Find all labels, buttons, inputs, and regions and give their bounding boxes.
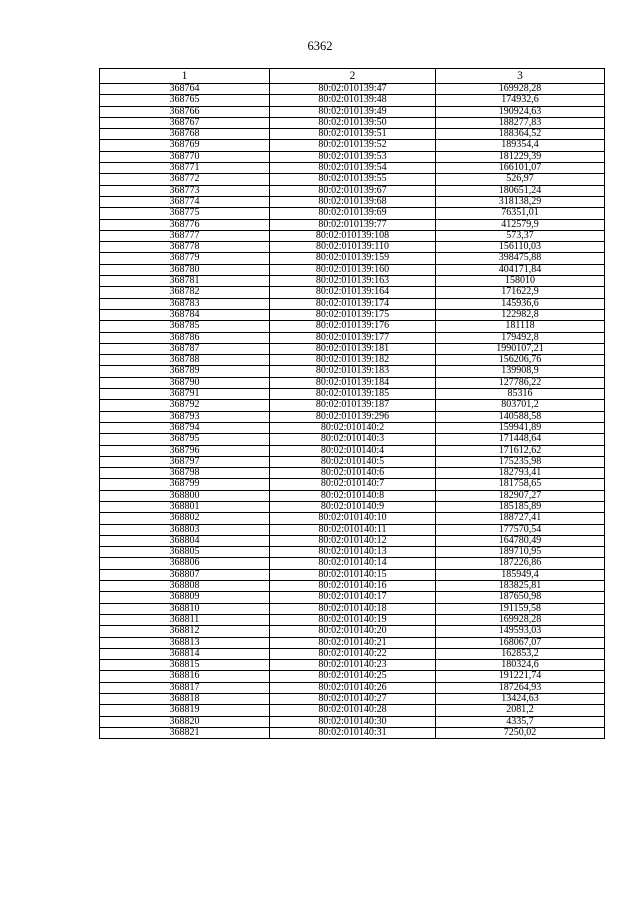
value-cell: 191221,74: [436, 671, 605, 682]
cadastral-number-cell: 80:02:010140:23: [270, 660, 436, 671]
value-cell: 156110,03: [436, 242, 605, 253]
value-cell: 191159,58: [436, 603, 605, 614]
table-row: [100, 343, 605, 354]
row-number-cell: 368764: [100, 84, 270, 95]
cadastral-number-cell: 80:02:010139:54: [270, 163, 436, 174]
value-cell: 803701,2: [436, 400, 605, 411]
column-header-2: 2: [270, 69, 436, 84]
row-number-cell: 368815: [100, 660, 270, 671]
value-cell: 162853,2: [436, 648, 605, 659]
value-cell: 526,97: [436, 174, 605, 185]
row-number-cell: 368806: [100, 558, 270, 569]
row-number-cell: 368809: [100, 592, 270, 603]
table-row: [100, 445, 605, 456]
value-cell: 1990107,21: [436, 343, 605, 354]
row-number-cell: 368811: [100, 614, 270, 625]
value-cell: 188277,83: [436, 117, 605, 128]
cadastral-number-cell: 80:02:010140:13: [270, 547, 436, 558]
table-row: [100, 174, 605, 185]
cadastral-number-cell: 80:02:010139:50: [270, 117, 436, 128]
cadastral-number-cell: 80:02:010140:27: [270, 694, 436, 705]
table-row: [100, 524, 605, 535]
value-cell: 182907,27: [436, 490, 605, 501]
table-row: [100, 95, 605, 106]
table-row: [100, 309, 605, 320]
cadastral-number-cell: 80:02:010139:163: [270, 276, 436, 287]
cadastral-number-cell: 80:02:010139:55: [270, 174, 436, 185]
table-row: [100, 694, 605, 705]
value-cell: 169928,28: [436, 614, 605, 625]
row-number-cell: 368800: [100, 490, 270, 501]
value-cell: 189710,95: [436, 547, 605, 558]
row-number-cell: 368804: [100, 535, 270, 546]
value-cell: 174932,6: [436, 95, 605, 106]
value-cell: 185949,4: [436, 569, 605, 580]
table-row: [100, 185, 605, 196]
table-row: [100, 716, 605, 727]
cadastral-number-cell: 80:02:010140:22: [270, 648, 436, 659]
row-number-cell: 368817: [100, 682, 270, 693]
table-row: [100, 648, 605, 659]
table-row: [100, 242, 605, 253]
cadastral-number-cell: 80:02:010139:68: [270, 196, 436, 207]
cadastral-number-cell: 80:02:010139:185: [270, 389, 436, 400]
table-row: [100, 535, 605, 546]
cadastral-number-cell: 80:02:010140:7: [270, 479, 436, 490]
value-cell: 182793,41: [436, 468, 605, 479]
value-cell: 122982,8: [436, 309, 605, 320]
value-cell: 156206,76: [436, 355, 605, 366]
row-number-cell: 368796: [100, 445, 270, 456]
value-cell: 158010: [436, 276, 605, 287]
cadastral-number-cell: 80:02:010140:14: [270, 558, 436, 569]
row-number-cell: 368783: [100, 298, 270, 309]
table-row: [100, 219, 605, 230]
value-cell: 166101,07: [436, 163, 605, 174]
column-header-3: 3: [436, 69, 605, 84]
row-number-cell: 368772: [100, 174, 270, 185]
value-cell: 145936,6: [436, 298, 605, 309]
row-number-cell: 368789: [100, 366, 270, 377]
cadastral-number-cell: 80:02:010139:181: [270, 343, 436, 354]
value-cell: 188364,52: [436, 129, 605, 140]
cadastral-number-cell: 80:02:010140:15: [270, 569, 436, 580]
row-number-cell: 368785: [100, 321, 270, 332]
table-row: [100, 682, 605, 693]
cadastral-number-cell: 80:02:010139:187: [270, 400, 436, 411]
table-row: [100, 355, 605, 366]
cadastral-number-cell: 80:02:010139:159: [270, 253, 436, 264]
cadastral-number-cell: 80:02:010139:184: [270, 377, 436, 388]
page-number: 6362: [307, 39, 333, 53]
table-row: [100, 727, 605, 738]
table-row: [100, 276, 605, 287]
value-cell: 187226,86: [436, 558, 605, 569]
cadastral-number-cell: 80:02:010139:47: [270, 84, 436, 95]
row-number-cell: 368810: [100, 603, 270, 614]
cadastral-number-cell: 80:02:010140:31: [270, 727, 436, 738]
table-row: [100, 196, 605, 207]
value-cell: 187650,98: [436, 592, 605, 603]
table-row: [100, 117, 605, 128]
table-row: [100, 422, 605, 433]
table-row: [100, 366, 605, 377]
cadastral-number-cell: 80:02:010139:164: [270, 287, 436, 298]
table-body: [100, 84, 605, 739]
table-row: [100, 129, 605, 140]
row-number-cell: 368805: [100, 547, 270, 558]
table-row: [100, 332, 605, 343]
value-cell: 181758,65: [436, 479, 605, 490]
table-row: [100, 637, 605, 648]
cadastral-number-cell: 80:02:010140:6: [270, 468, 436, 479]
value-cell: 164780,49: [436, 535, 605, 546]
cadastral-number-cell: 80:02:010139:183: [270, 366, 436, 377]
value-cell: 171612,62: [436, 445, 605, 456]
row-number-cell: 368799: [100, 479, 270, 490]
row-number-cell: 368781: [100, 276, 270, 287]
table-row: [100, 400, 605, 411]
cadastral-number-cell: 80:02:010139:51: [270, 129, 436, 140]
value-cell: 177570,54: [436, 524, 605, 535]
cadastral-number-cell: 80:02:010139:48: [270, 95, 436, 106]
table-row: [100, 558, 605, 569]
value-cell: 2081,2: [436, 705, 605, 716]
table-row: [100, 626, 605, 637]
row-number-cell: 368791: [100, 389, 270, 400]
row-number-cell: 368773: [100, 185, 270, 196]
row-number-cell: 368776: [100, 219, 270, 230]
value-cell: 412579,9: [436, 219, 605, 230]
row-number-cell: 368798: [100, 468, 270, 479]
row-number-cell: 368816: [100, 671, 270, 682]
cadastral-number-cell: 80:02:010139:52: [270, 140, 436, 151]
row-number-cell: 368795: [100, 434, 270, 445]
row-number-cell: 368778: [100, 242, 270, 253]
cadastral-number-cell: 80:02:010140:17: [270, 592, 436, 603]
row-number-cell: 368766: [100, 106, 270, 117]
row-number-cell: 368793: [100, 411, 270, 422]
table-row: [100, 389, 605, 400]
cadastral-number-cell: 80:02:010140:10: [270, 513, 436, 524]
cadastral-number-cell: 80:02:010139:296: [270, 411, 436, 422]
cadastral-number-cell: 80:02:010140:19: [270, 614, 436, 625]
cadastral-number-cell: 80:02:010140:26: [270, 682, 436, 693]
value-cell: 188727,41: [436, 513, 605, 524]
row-number-cell: 368787: [100, 343, 270, 354]
value-cell: 185185,89: [436, 501, 605, 512]
table-row: [100, 287, 605, 298]
value-cell: 189354,4: [436, 140, 605, 151]
value-cell: 140588,58: [436, 411, 605, 422]
cadastral-number-cell: 80:02:010140:18: [270, 603, 436, 614]
row-number-cell: 368813: [100, 637, 270, 648]
value-cell: 85316: [436, 389, 605, 400]
table-row: [100, 151, 605, 162]
cadastral-number-cell: 80:02:010139:108: [270, 230, 436, 241]
cadastral-number-cell: 80:02:010140:11: [270, 524, 436, 535]
table-row: [100, 490, 605, 501]
row-number-cell: 368792: [100, 400, 270, 411]
value-cell: 159941,89: [436, 422, 605, 433]
value-cell: 149593,03: [436, 626, 605, 637]
table-row: [100, 660, 605, 671]
table-row: [100, 84, 605, 95]
value-cell: 171622,9: [436, 287, 605, 298]
value-cell: 187264,93: [436, 682, 605, 693]
row-number-cell: 368774: [100, 196, 270, 207]
table-row: [100, 603, 605, 614]
table-row: [100, 468, 605, 479]
table-row: [100, 106, 605, 117]
row-number-cell: 368802: [100, 513, 270, 524]
value-cell: 127786,22: [436, 377, 605, 388]
cadastral-number-cell: 80:02:010139:49: [270, 106, 436, 117]
value-cell: 404171,84: [436, 264, 605, 275]
value-cell: 573,37: [436, 230, 605, 241]
table-row: [100, 230, 605, 241]
table-row: [100, 581, 605, 592]
value-cell: 168067,07: [436, 637, 605, 648]
row-number-cell: 368814: [100, 648, 270, 659]
table-row: [100, 208, 605, 219]
row-number-cell: 368820: [100, 716, 270, 727]
cadastral-number-cell: 80:02:010139:77: [270, 219, 436, 230]
column-header-1: 1: [100, 69, 270, 84]
row-number-cell: 368801: [100, 501, 270, 512]
table-row: [100, 264, 605, 275]
table-row: [100, 298, 605, 309]
row-number-cell: 368818: [100, 694, 270, 705]
value-cell: 175235,98: [436, 456, 605, 467]
value-cell: 183825,81: [436, 581, 605, 592]
table-row: [100, 163, 605, 174]
cadastral-number-cell: 80:02:010140:30: [270, 716, 436, 727]
cadastral-number-cell: 80:02:010140:20: [270, 626, 436, 637]
row-number-cell: 368771: [100, 163, 270, 174]
data-table: [99, 68, 605, 739]
cadastral-number-cell: 80:02:010139:67: [270, 185, 436, 196]
value-cell: 190924,63: [436, 106, 605, 117]
cadastral-number-cell: 80:02:010139:182: [270, 355, 436, 366]
value-cell: 7250,02: [436, 727, 605, 738]
table-row: [100, 547, 605, 558]
cadastral-number-cell: 80:02:010139:177: [270, 332, 436, 343]
row-number-cell: 368821: [100, 727, 270, 738]
value-cell: 139908,9: [436, 366, 605, 377]
cadastral-number-cell: 80:02:010140:5: [270, 456, 436, 467]
row-number-cell: 368782: [100, 287, 270, 298]
cadastral-number-cell: 80:02:010139:174: [270, 298, 436, 309]
cadastral-number-cell: 80:02:010139:175: [270, 309, 436, 320]
table-row: [100, 614, 605, 625]
value-cell: 13424,63: [436, 694, 605, 705]
cadastral-number-cell: 80:02:010139:53: [270, 151, 436, 162]
row-number-cell: 368797: [100, 456, 270, 467]
row-number-cell: 368803: [100, 524, 270, 535]
cadastral-number-cell: 80:02:010140:3: [270, 434, 436, 445]
row-number-cell: 368777: [100, 230, 270, 241]
table-row: [100, 377, 605, 388]
row-number-cell: 368786: [100, 332, 270, 343]
row-number-cell: 368767: [100, 117, 270, 128]
value-cell: 4335,7: [436, 716, 605, 727]
row-number-cell: 368780: [100, 264, 270, 275]
cadastral-number-cell: 80:02:010140:4: [270, 445, 436, 456]
value-cell: 179492,8: [436, 332, 605, 343]
row-number-cell: 368770: [100, 151, 270, 162]
cadastral-number-cell: 80:02:010139:69: [270, 208, 436, 219]
value-cell: 180651,24: [436, 185, 605, 196]
table-row: [100, 253, 605, 264]
row-number-cell: 368808: [100, 581, 270, 592]
row-number-cell: 368784: [100, 309, 270, 320]
table-row: [100, 513, 605, 524]
row-number-cell: 368790: [100, 377, 270, 388]
row-number-cell: 368794: [100, 422, 270, 433]
cadastral-number-cell: 80:02:010140:9: [270, 501, 436, 512]
table-row: [100, 569, 605, 580]
value-cell: 76351,01: [436, 208, 605, 219]
table-row: [100, 321, 605, 332]
value-cell: 318138,29: [436, 196, 605, 207]
cadastral-number-cell: 80:02:010140:2: [270, 422, 436, 433]
table-row: [100, 592, 605, 603]
cadastral-number-cell: 80:02:010140:21: [270, 637, 436, 648]
value-cell: 180324,6: [436, 660, 605, 671]
cadastral-number-cell: 80:02:010140:25: [270, 671, 436, 682]
table-row: [100, 140, 605, 151]
cadastral-number-cell: 80:02:010140:12: [270, 535, 436, 546]
table-row: [100, 434, 605, 445]
cadastral-number-cell: 80:02:010140:16: [270, 581, 436, 592]
value-cell: 181229,39: [436, 151, 605, 162]
table-row: [100, 479, 605, 490]
row-number-cell: 368807: [100, 569, 270, 580]
cadastral-number-cell: 80:02:010140:28: [270, 705, 436, 716]
value-cell: 171448,64: [436, 434, 605, 445]
row-number-cell: 368769: [100, 140, 270, 151]
cadastral-number-cell: 80:02:010139:176: [270, 321, 436, 332]
row-number-cell: 368775: [100, 208, 270, 219]
row-number-cell: 368768: [100, 129, 270, 140]
table-row: [100, 671, 605, 682]
cadastral-number-cell: 80:02:010139:160: [270, 264, 436, 275]
table-row: [100, 456, 605, 467]
row-number-cell: 368779: [100, 253, 270, 264]
row-number-cell: 368819: [100, 705, 270, 716]
value-cell: 181118: [436, 321, 605, 332]
value-cell: 169928,28: [436, 84, 605, 95]
row-number-cell: 368765: [100, 95, 270, 106]
table-row: [100, 411, 605, 422]
value-cell: 398475,88: [436, 253, 605, 264]
table-row: [100, 705, 605, 716]
cadastral-number-cell: 80:02:010140:8: [270, 490, 436, 501]
cadastral-number-cell: 80:02:010139:110: [270, 242, 436, 253]
row-number-cell: 368788: [100, 355, 270, 366]
table-row: [100, 501, 605, 512]
row-number-cell: 368812: [100, 626, 270, 637]
table-header-row: [100, 69, 605, 84]
